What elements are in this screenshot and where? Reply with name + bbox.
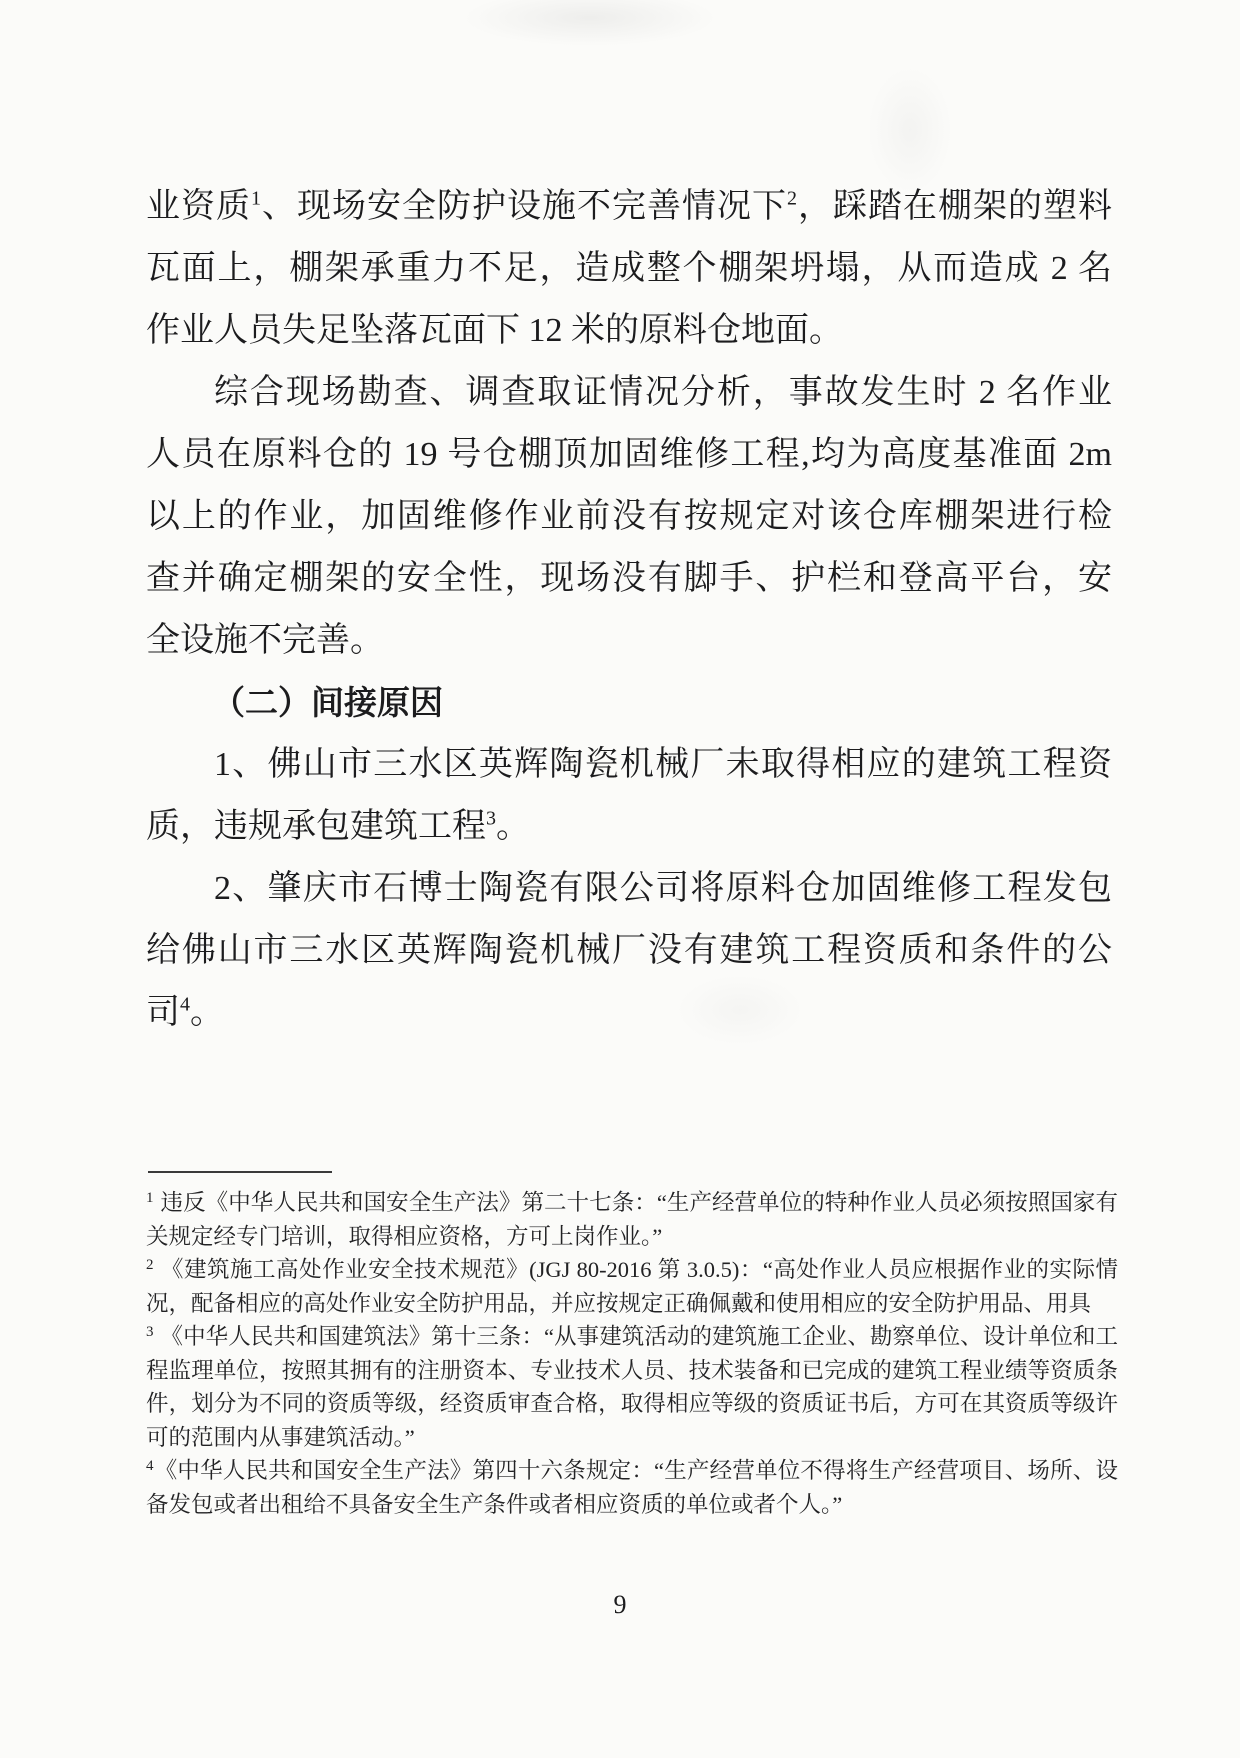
paragraph-line bbox=[146, 176, 1112, 238]
footnote-1-text: 违反《中华人民共和国安全生产法》第二十七条：“生产经营单位的特种作业人员必须按照国家有关规定经专门培训，取得相应资格，方可上岗作业。” bbox=[146, 1190, 1118, 1249]
footnote-1-marker: 1 bbox=[146, 1189, 154, 1206]
footnote-2 bbox=[146, 1253, 1118, 1320]
section-heading-indirect-causes: （二）间接原因 bbox=[212, 684, 443, 721]
body-text: 司 bbox=[146, 994, 180, 1031]
footnote-3-marker: 3 bbox=[146, 1323, 154, 1340]
footnote-ref-1: 1 bbox=[251, 187, 261, 210]
body-text: 质，违规承包建筑工程 bbox=[146, 808, 486, 845]
footnote-separator bbox=[148, 1171, 332, 1173]
body-text: ，踩踏在棚架的塑料 bbox=[797, 188, 1112, 225]
list-item-line: 给佛山市三水区英辉陶瓷机械厂没有建筑工程资质和条件的公 bbox=[146, 932, 1112, 969]
list-item-line bbox=[146, 796, 1112, 858]
paragraph-line: 瓦面上，棚架承重力不足，造成整个棚架坍塌，从而造成 2 名 bbox=[146, 250, 1112, 287]
list-item-line: 2、肇庆市石博士陶瓷有限公司将原料仓加固维修工程发包 bbox=[214, 870, 1112, 907]
document-body bbox=[146, 176, 1112, 1044]
body-text: 。 bbox=[496, 808, 530, 845]
paragraph-line: 以上的作业，加固维修作业前没有按规定对该仓库棚架进行检 bbox=[146, 498, 1112, 535]
list-item-line bbox=[146, 982, 1112, 1044]
footnote-3 bbox=[146, 1320, 1118, 1454]
footnote-4-marker: 4 bbox=[146, 1457, 154, 1474]
footnotes-section bbox=[146, 1186, 1118, 1521]
footnote-ref-4: 4 bbox=[180, 993, 190, 1016]
paragraph-line: 作业人员失足坠落瓦面下 12 米的原料仓地面。 bbox=[146, 312, 843, 349]
body-text: 、现场安全防护设施不完善情况下 bbox=[261, 188, 787, 225]
paragraph-line: 全设施不完善。 bbox=[146, 622, 384, 659]
footnote-2-marker: 2 bbox=[146, 1256, 154, 1273]
body-text: 业资质 bbox=[146, 188, 251, 225]
paragraph-line: 综合现场勘查、调查取证情况分析，事故发生时 2 名作业 bbox=[214, 374, 1112, 411]
footnote-2-text: 《建筑施工高处作业安全技术规范》(JGJ 80-2016 第 3.0.5)：“高处作业人员应根据作业的实际情况，配备相应的高处作业安全防护用品，并应按规定正确佩戴和使用相应的安全防护用品、用具 bbox=[146, 1257, 1118, 1316]
paragraph-line: 人员在原料仓的 19 号仓棚顶加固维修工程,均为高度基准面 2m bbox=[146, 436, 1112, 473]
list-item-line: 1、佛山市三水区英辉陶瓷机械厂未取得相应的建筑工程资 bbox=[214, 746, 1112, 783]
footnote-3-text: 《中华人民共和国建筑法》第十三条：“从事建筑活动的建筑施工企业、勘察单位、设计单位和工程监理单位，按照其拥有的注册资本、专业技术人员、技术装备和已完成的建筑工程业绩等资质条件，划分为不同的资质等级，经资质审查合格，取得相应等级的资质证书后，方可在其资质等级许可的范围内从事建筑活动。” bbox=[146, 1324, 1118, 1450]
page-number: 9 bbox=[613, 1590, 627, 1619]
footnote-ref-2: 2 bbox=[787, 187, 797, 210]
footnote-4 bbox=[146, 1454, 1118, 1521]
body-text: 。 bbox=[190, 994, 224, 1031]
paragraph-line: 查并确定棚架的安全性，现场没有脚手、护栏和登高平台，安 bbox=[146, 560, 1112, 597]
footnote-ref-3: 3 bbox=[486, 807, 496, 830]
footnote-1 bbox=[146, 1186, 1118, 1253]
footnote-4-text: 《中华人民共和国安全生产法》第四十六条规定：“生产经营单位不得将生产经营项目、场所、设备发包或者出租给不具备安全生产条件或者相应资质的单位或者个人。” bbox=[146, 1458, 1118, 1517]
